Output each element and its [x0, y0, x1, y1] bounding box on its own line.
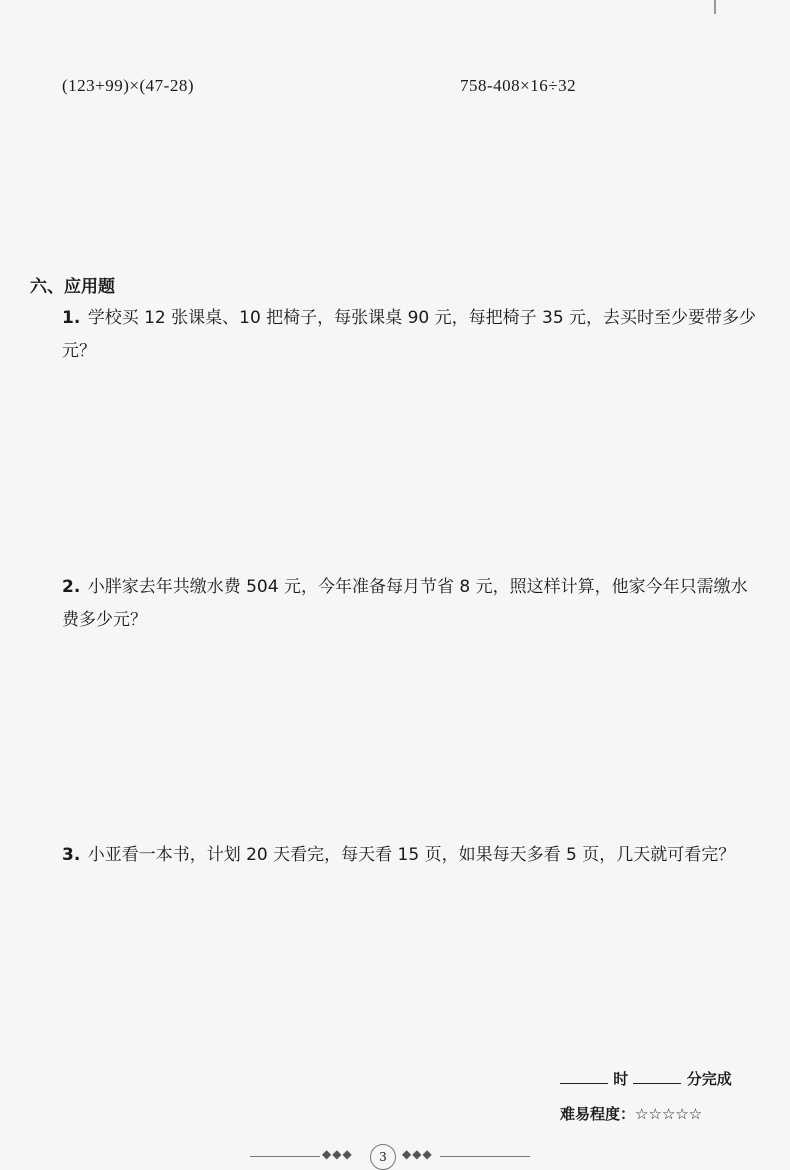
problem-text: 小亚看一本书，计划 20 天看完，每天看 15 页，如果每天多看 5 页，几天就可看完？ [87, 845, 736, 865]
problem-1 [62, 302, 762, 368]
footer-rule-left [250, 1156, 320, 1157]
minute-blank [633, 1069, 681, 1084]
star-icon: ☆☆☆☆☆ [635, 1105, 703, 1123]
problem-number: 3. [62, 845, 81, 865]
minute-label: 分完成 [686, 1070, 732, 1088]
problem-text: 学校买 12 张课桌、10 把椅子，每张课桌 90 元，每把椅子 35 元，去买时至少要带多少元？ [62, 308, 757, 361]
difficulty-label: 难易程度： [560, 1105, 636, 1123]
problem-text: 小胖家去年共缴水费 504 元，今年准备每月节省 8 元，照这样计算，他家今年只需缴水费多少元？ [62, 577, 748, 630]
problem-number: 2. [62, 577, 81, 597]
diamond-icon: ◆◆◆ [322, 1147, 353, 1161]
footer-rule-right [440, 1156, 530, 1157]
problem-2 [62, 571, 762, 637]
hour-label: 时 [613, 1070, 629, 1088]
difficulty-rating [560, 1103, 702, 1124]
hour-blank [560, 1069, 608, 1084]
expression-right: 758-408×16÷32 [460, 76, 577, 95]
page-number: 3 [370, 1144, 396, 1170]
expression-left: (123+99)×(47-28) [62, 76, 194, 95]
section-title: 六、应用题 [30, 277, 115, 297]
completion-time [560, 1068, 732, 1089]
scan-corner-mark [714, 0, 716, 14]
problem-3 [62, 839, 762, 872]
diamond-icon: ◆◆◆ [402, 1147, 433, 1161]
problem-number: 1. [62, 308, 81, 328]
